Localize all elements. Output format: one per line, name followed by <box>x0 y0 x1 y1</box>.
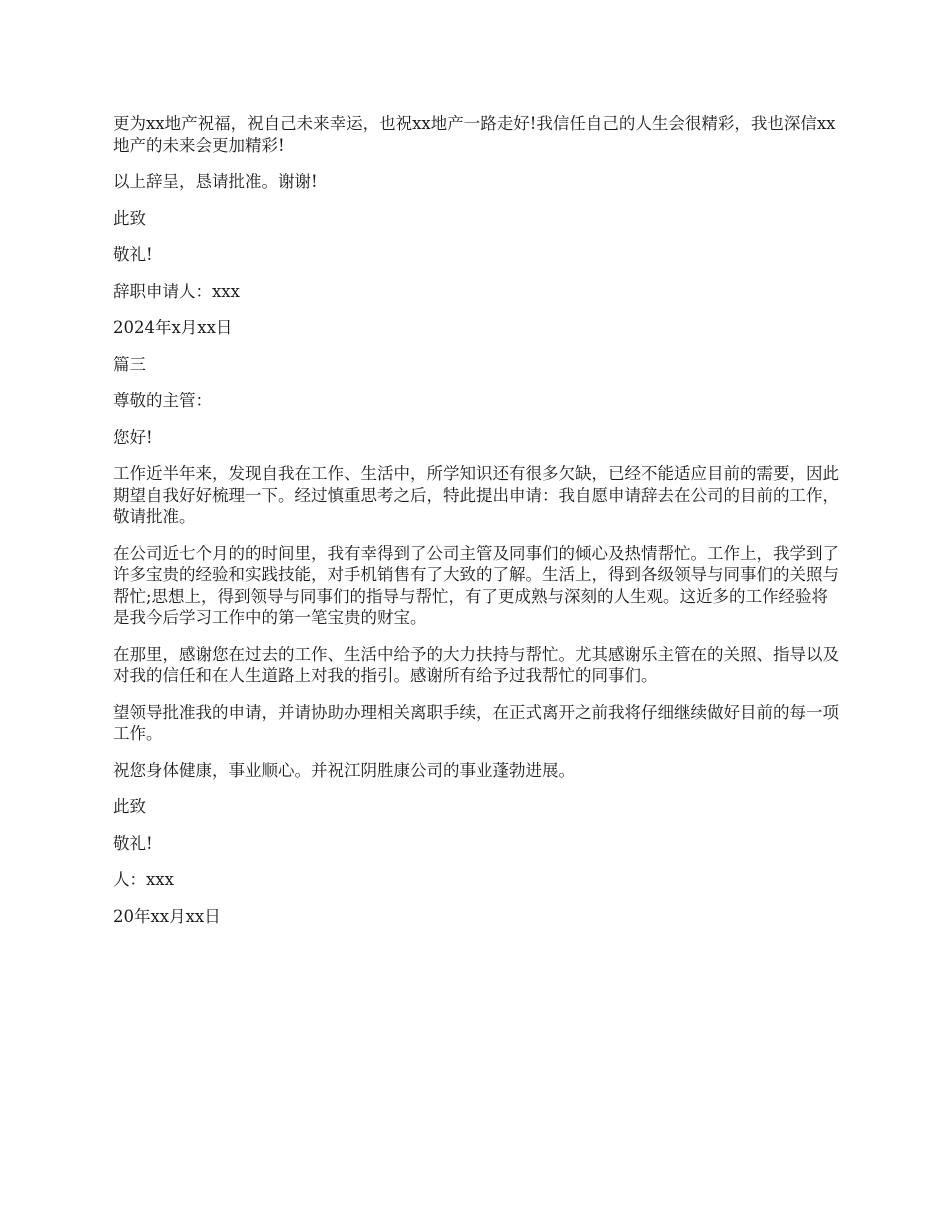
paragraph-reason: 工作近半年来，发现自我在工作、生活中，所学知识还有很多欠缺，已经不能适应目前的需要，因此期望自我好好梳理一下。经过慎重思考之后，特此提出申请：我自愿申请辞去在公司的目前的工作，敬请批准。 <box>113 464 839 526</box>
paragraph-applicant-2: 人：xxx <box>113 870 174 889</box>
paragraph-applicant: 辞职申请人：xxx <box>113 281 240 301</box>
paragraph-salutation-jingli: 敬礼! <box>113 245 153 264</box>
paragraph-salutation-cizhi-2: 此致 <box>113 797 146 816</box>
paragraph-addressee: 尊敬的主管： <box>113 391 212 410</box>
document-body <box>113 113 841 942</box>
paragraph-date-2: 20年xx月xx日 <box>113 906 221 926</box>
paragraph-salutation-cizhi: 此致 <box>113 208 146 228</box>
paragraph-date: 2024年x月xx日 <box>113 318 233 337</box>
paragraph-salutation-jingli-2: 敬礼! <box>113 833 153 853</box>
paragraph-thanks: 在那里，感谢您在过去的工作、生活中给予的大力扶持与帮忙。尤其感谢乐主管在的关照、指导以及对我的信任和在人生道路上对我的指引。感谢所有给予过我帮忙的同事们。 <box>113 644 839 685</box>
paragraph-request-approval: 以上辞呈，恳请批准。谢谢! <box>113 172 318 191</box>
section-heading-part-three: 篇三 <box>113 354 146 374</box>
paragraph-wishes: 祝您身体健康，事业顺心。并祝江阴胜康公司的事业蓬勃进展。 <box>113 760 575 780</box>
paragraph-experience: 在公司近七个月的的时间里，我有幸得到了公司主管及同事们的倾心及热情帮忙。工作上，我学到了许多宝贵的经验和实践技能，对手机销售有了大致的了解。生活上，得到各级领导与同事们的关照与帮忙;思想上，得到领导与同事们的指导与帮忙，有了更成熟与深刻的人生观。这近多的工作经验将是我今后学习工作中的第一笔宝贵的财宝。 <box>113 543 839 627</box>
paragraph-greeting: 您好! <box>113 427 153 447</box>
paragraph-handover: 望领导批准我的申请，并请协助办理相关离职手续，在正式离开之前我将仔细继续做好目前的每一项工作。 <box>113 702 839 743</box>
paragraph-closing-wishes: 更为xx地产祝福，祝自己未来幸运，也祝xx地产一路走好!我信任自己的人生会很精彩，我也深信xx地产的未来会更加精彩! <box>113 114 836 155</box>
